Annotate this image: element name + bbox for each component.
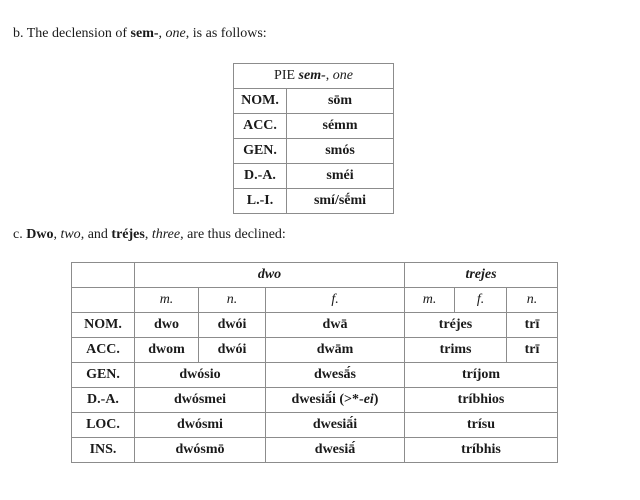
form-cell: sōm xyxy=(287,89,394,114)
empty-corner-cell xyxy=(72,263,135,288)
para-c-gloss1: two xyxy=(60,227,81,242)
table-row xyxy=(234,89,394,114)
form-cell: dwói xyxy=(199,313,266,338)
gender-label: f. xyxy=(266,288,405,313)
table-row xyxy=(72,413,558,438)
form-cell: tréjes xyxy=(405,313,507,338)
form-cell: dwósmei xyxy=(135,388,266,413)
sem-header-lemma: sem- xyxy=(298,68,326,83)
note-emphasis: ei xyxy=(363,392,374,407)
form-cell: dwósmō xyxy=(135,438,266,463)
table-row xyxy=(72,438,558,463)
case-label: GEN. xyxy=(72,363,135,388)
para-b-prefix: b. The declension of xyxy=(13,26,131,41)
para-c-suffix: , are thus declined: xyxy=(180,227,286,242)
case-label: L.-I. xyxy=(234,189,287,214)
table-row xyxy=(72,313,558,338)
form-cell: dwām xyxy=(266,338,405,363)
sem-declension-table xyxy=(233,63,394,214)
gender-label: n. xyxy=(507,288,558,313)
sem-header-gloss: one xyxy=(332,68,353,83)
case-label: D.-A. xyxy=(234,164,287,189)
form-cell: dwesiā́i xyxy=(266,413,405,438)
sem-header-prefix: PIE xyxy=(274,68,299,83)
paragraph-b xyxy=(13,25,267,43)
case-label: ACC. xyxy=(234,114,287,139)
empty-gender-corner-cell xyxy=(72,288,135,313)
form-cell: trī xyxy=(507,338,558,363)
form-text: dwesiā́i xyxy=(291,392,336,407)
paragraph-c xyxy=(13,226,286,244)
dwo-header: dwo xyxy=(135,263,405,288)
table-row xyxy=(234,139,394,164)
para-b-gloss: one xyxy=(165,26,186,41)
para-c-lemma1: Dwo xyxy=(26,227,54,242)
sem-table-header-row xyxy=(234,64,394,89)
form-cell: tríjom xyxy=(405,363,558,388)
trejes-header: trejes xyxy=(405,263,558,288)
form-cell: dwesiā́ xyxy=(266,438,405,463)
form-cell: dwósmi xyxy=(135,413,266,438)
form-cell-with-note xyxy=(266,388,405,413)
para-b-suffix: , is as follows: xyxy=(185,26,267,41)
table-row xyxy=(72,338,558,363)
case-label: LOC. xyxy=(72,413,135,438)
dwo-trejes-declension-table xyxy=(71,262,558,463)
para-c-sep1: , xyxy=(53,227,61,242)
form-cell: trī xyxy=(507,313,558,338)
form-cell: tríbhios xyxy=(405,388,558,413)
table-row xyxy=(234,189,394,214)
para-c-gloss2: three xyxy=(151,227,181,242)
case-label: NOM. xyxy=(234,89,287,114)
form-cell: dwói xyxy=(199,338,266,363)
gender-label: f. xyxy=(455,288,507,313)
para-b-lemma: sem- xyxy=(130,26,159,41)
form-cell: smós xyxy=(287,139,394,164)
para-c-lemma2: tréjes xyxy=(111,227,145,242)
para-c-prefix: c. xyxy=(13,227,27,242)
para-c-mid: , and xyxy=(80,227,112,242)
case-label: D.-A. xyxy=(72,388,135,413)
sem-header-sep: , xyxy=(325,68,333,83)
lemma-header-row xyxy=(72,263,558,288)
table-row xyxy=(72,388,558,413)
gender-header-row xyxy=(72,288,558,313)
sem-table-header xyxy=(234,64,394,89)
form-cell: dwósio xyxy=(135,363,266,388)
form-cell: dwo xyxy=(135,313,199,338)
form-cell: sméi xyxy=(287,164,394,189)
table-row xyxy=(234,114,394,139)
para-c-sep2: , xyxy=(144,227,152,242)
gender-label: m. xyxy=(135,288,199,313)
gender-label: n. xyxy=(199,288,266,313)
note-prefix: (>*- xyxy=(335,392,364,407)
form-cell: trísu xyxy=(405,413,558,438)
form-cell: dwesā́s xyxy=(266,363,405,388)
gender-label: m. xyxy=(405,288,455,313)
case-label: GEN. xyxy=(234,139,287,164)
note-suffix: ) xyxy=(373,392,379,407)
table-row xyxy=(72,363,558,388)
case-label: INS. xyxy=(72,438,135,463)
form-cell: trims xyxy=(405,338,507,363)
case-label: NOM. xyxy=(72,313,135,338)
form-cell: smí/sḗmi xyxy=(287,189,394,214)
form-cell: dwom xyxy=(135,338,199,363)
form-cell: dwā xyxy=(266,313,405,338)
table-row xyxy=(234,164,394,189)
form-cell: sémm xyxy=(287,114,394,139)
form-cell: tríbhis xyxy=(405,438,558,463)
para-b-sep: , xyxy=(158,26,166,41)
case-label: ACC. xyxy=(72,338,135,363)
